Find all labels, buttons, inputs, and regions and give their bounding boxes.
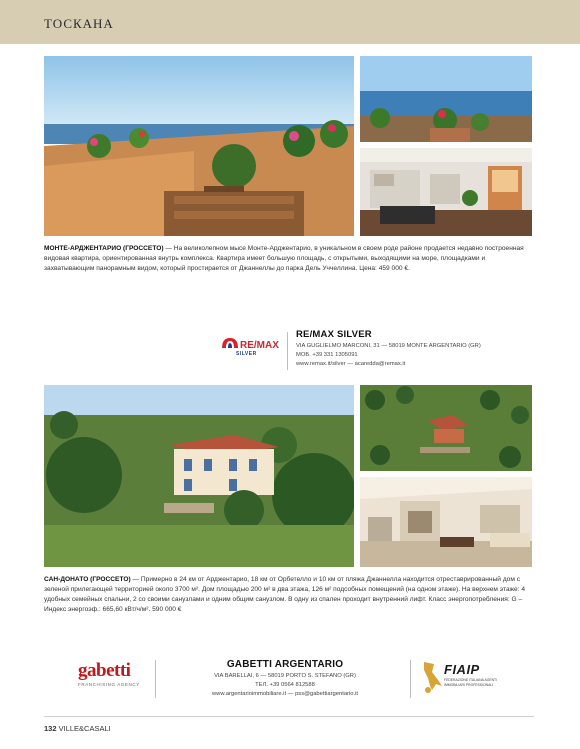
agency-1-divider (287, 332, 288, 370)
listing-1-description (44, 244, 534, 274)
photo-house-aerial (44, 385, 354, 567)
magazine-name: VILLE&CASALI (58, 724, 111, 733)
agency-1-address: VIA GUGLIELMO MARCONI, 31 — 58019 MONTE ARGENTARIO (GR) (296, 343, 481, 349)
photo-drone-top (360, 385, 532, 471)
fiaip-logo-sub: FEDERAZIONE ITALIANA AGENTI IMMOBILIARI PROFESSIONALI (444, 678, 498, 687)
listing-2-title: САН-ДОНАТО (ГРОССЕТО) (44, 576, 131, 583)
page-footer (44, 724, 111, 733)
listing-2-description (44, 575, 534, 615)
remax-logo-sub: SILVER (236, 351, 257, 357)
photo-terrace (44, 56, 354, 236)
agency-1-web-link[interactable]: www.remax.it/silver — acaredda@remax.it (296, 361, 406, 367)
gabetti-logo (78, 660, 148, 690)
listing-1-title: МОНТЕ-АРДЖЕНТАРИО (ГРОССЕТО) (44, 245, 164, 252)
agency-1-name: RE/MAX SILVER (296, 329, 372, 340)
gabetti-logo-text: gabetti (78, 660, 131, 681)
fiaip-logo-text: FIAIP (444, 662, 480, 677)
agency-2-divider-right (410, 660, 411, 698)
remax-logo-text: RE/MAX (240, 340, 279, 351)
photo-interior (360, 477, 532, 567)
agency-2-phone: ТЕЛ. +39 0564 812588 (255, 682, 315, 688)
footer-rule (44, 716, 534, 717)
gabetti-logo-sub: FRANCHISING AGENCY (78, 682, 140, 687)
agency-2-web-link[interactable]: www.argentarioimmobiliare.it — pss@gabettiargentario.it (211, 691, 359, 697)
fiaip-logo (420, 660, 500, 700)
agency-1-phone: МОБ. +39 331 1305091 (296, 352, 358, 358)
region-title: ТОСКАНА (44, 16, 114, 31)
photo-living-room (360, 148, 532, 236)
agency-2-divider-left (155, 660, 156, 698)
agency-2-details (165, 659, 405, 699)
remax-logo (218, 334, 282, 362)
italy-map-icon (420, 660, 444, 696)
page-number: 132 (44, 724, 57, 733)
listing-2-body: — Примерно в 24 км от Арджентарио, 18 км от Орбетелло и 10 км от пляжа Джаннелла находится отреставрированный дом с зеленой прилегающей территорией около 3700 м². Дом площадью 200 м² в два этажа, 126 м² подсобных помещений (на одном этаже). На верхнем этаже: 4 удобных семейных спальни, 2 со своими санузлами и одним общим санузлом. В одну из спален проходит внутренний лифт. Класс энергопотребления: G – Индекс энергоэф.: 665,60 кВт/ч/м². 590 000 € (44, 576, 526, 613)
agency-1-details (296, 329, 536, 369)
listing-1-body: — На великолепном мысе Монте-Арджентарио, в уникальном в своем роде районе продается недавно построенная видовая квартира, ориентированная внутрь комплекса. Квартира имеет большую площадь, с открытыми, выходящими на море, площадками и захватывающим панорамным видом, который простирается от Джаннеллы до парка Дель Уччеллина. Цена: 459 000 €. (44, 245, 524, 272)
agency-2-address: VIA BARELLAI, 6 — 58019 PORTO S. STEFANO (GR) (214, 673, 356, 679)
photo-sea-view (360, 56, 532, 142)
agency-2-name: GABETTI ARGENTARIO (226, 659, 344, 670)
